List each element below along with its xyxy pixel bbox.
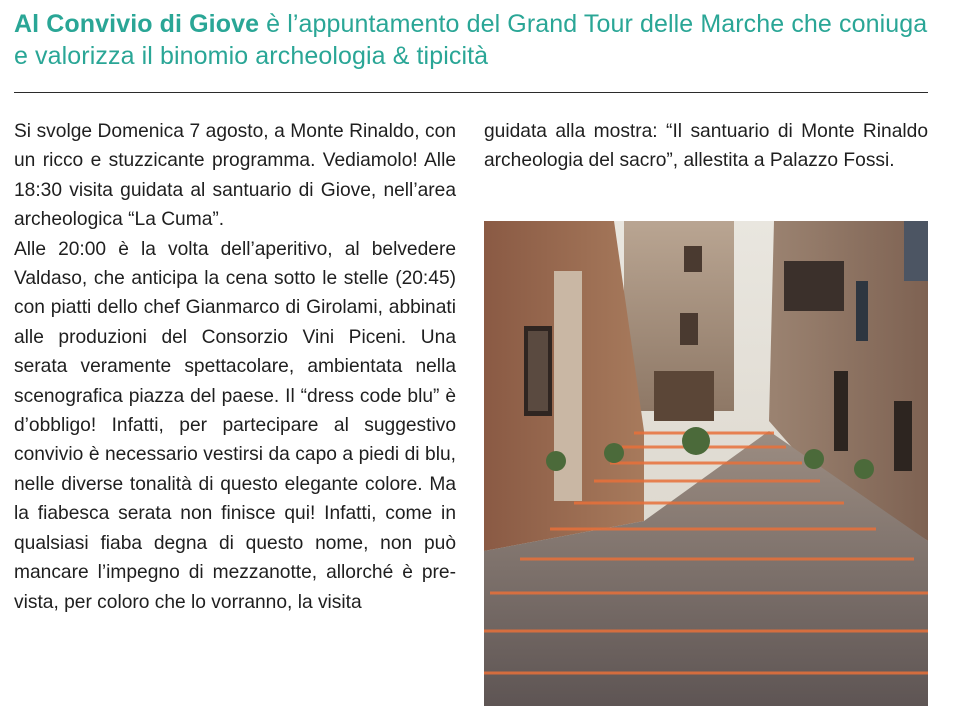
article-right-column-text: guidata alla mostra: “Il santuario di Monte Rinaldo archeologia del sacro”, allestita a Palazzo Fossi. — [484, 121, 928, 172]
article-headline — [14, 8, 944, 72]
paragraph-evening: Alle 20:00 è la volta dell’aperitivo, al belvedere Valdaso, che anticipa la cena sotto le stelle (20:45) con piatti dello chef Gianmarco di Girolami, abbinati alle produzioni del Consorzio Vini Piceni. Una serata veramente spettacolare, ambientata nella scenografica piazza del paese. Il “dress code blu” è d’obbligo! Infatti, per partecipare al suggestivo convivio è necessario vestirsi da capo a piedi di blu, nelle diverse tonalità di questo elegante colore. Ma la fiabesca serata non finisce qui! Infatti, come in qualsiasi fiaba degna di questo nome, non può mancare l’impegno di mezzanotte, allorché è prevista, per coloro che lo vorranno, la visita — [14, 238, 456, 613]
headline-brand: Al Convivio di Giove — [14, 10, 260, 38]
headline-divider — [14, 92, 928, 93]
headline-rest: è l’appuntamento del Grand Tour delle Marche che coniuga e valorizza il binomio archeologia & tipicità — [14, 10, 928, 70]
staircase-photo — [484, 221, 928, 706]
paragraph-intro: Si svolge Domenica 7 agosto, a Monte Rinaldo, con un ricco e stuzzicante programma. Vediamolo! Alle 18:30 visita guidata al santuario di Giove, nell’area archeologica “La Cuma”. — [14, 121, 456, 231]
article-left-column — [14, 117, 456, 617]
